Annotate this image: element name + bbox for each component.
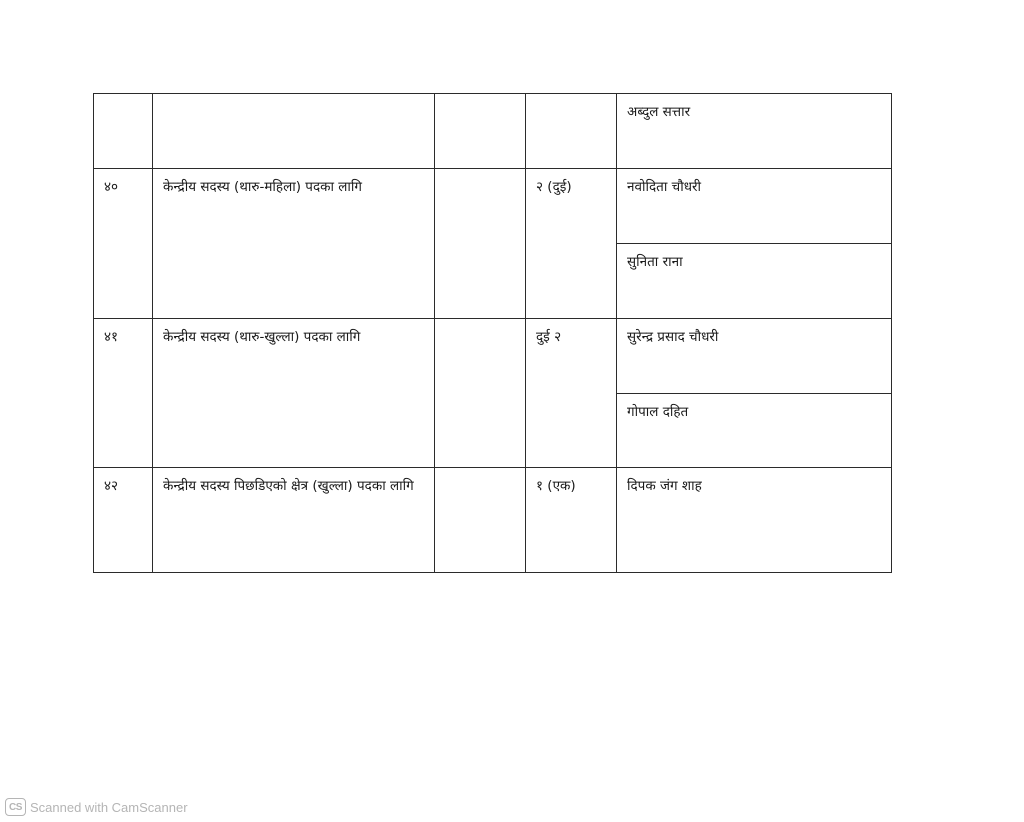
count-cell [526, 94, 617, 169]
candidate-name-cell: गोपाल दहित [617, 394, 892, 468]
candidate-name-cell: दिपक जंग शाह [617, 468, 892, 573]
table-row [94, 468, 892, 573]
candidate-name-cell: नवोदिता चौधरी [617, 169, 892, 244]
serial-number-cell: ४० [94, 169, 153, 319]
candidate-name-cell: सुनिता राना [617, 244, 892, 319]
nomination-table [93, 93, 892, 573]
blank-cell [435, 94, 526, 169]
post-cell [153, 94, 435, 169]
candidate-name-cell: सुरेन्द्र प्रसाद चौधरी [617, 319, 892, 394]
post-cell: केन्द्रीय सदस्य पिछडिएको क्षेत्र (खुल्ला) पदका लागि [153, 468, 435, 573]
camscanner-watermark [5, 796, 188, 818]
serial-number-cell: ४१ [94, 319, 153, 468]
blank-cell [435, 319, 526, 468]
post-cell: केन्द्रीय सदस्य (थारु-महिला) पदका लागि [153, 169, 435, 319]
count-cell: दुई २ [526, 319, 617, 468]
table-row [94, 319, 892, 394]
blank-cell [435, 468, 526, 573]
table-row [94, 169, 892, 244]
serial-number-cell [94, 94, 153, 169]
post-cell: केन्द्रीय सदस्य (थारु-खुल्ला) पदका लागि [153, 319, 435, 468]
count-cell: २ (दुई) [526, 169, 617, 319]
watermark-text: Scanned with CamScanner [30, 799, 188, 815]
serial-number-cell: ४२ [94, 468, 153, 573]
camscanner-logo-icon: CS [5, 798, 26, 816]
table-row [94, 94, 892, 169]
candidate-name-cell: अब्दुल सत्तार [617, 94, 892, 169]
count-cell: १ (एक) [526, 468, 617, 573]
blank-cell [435, 169, 526, 319]
